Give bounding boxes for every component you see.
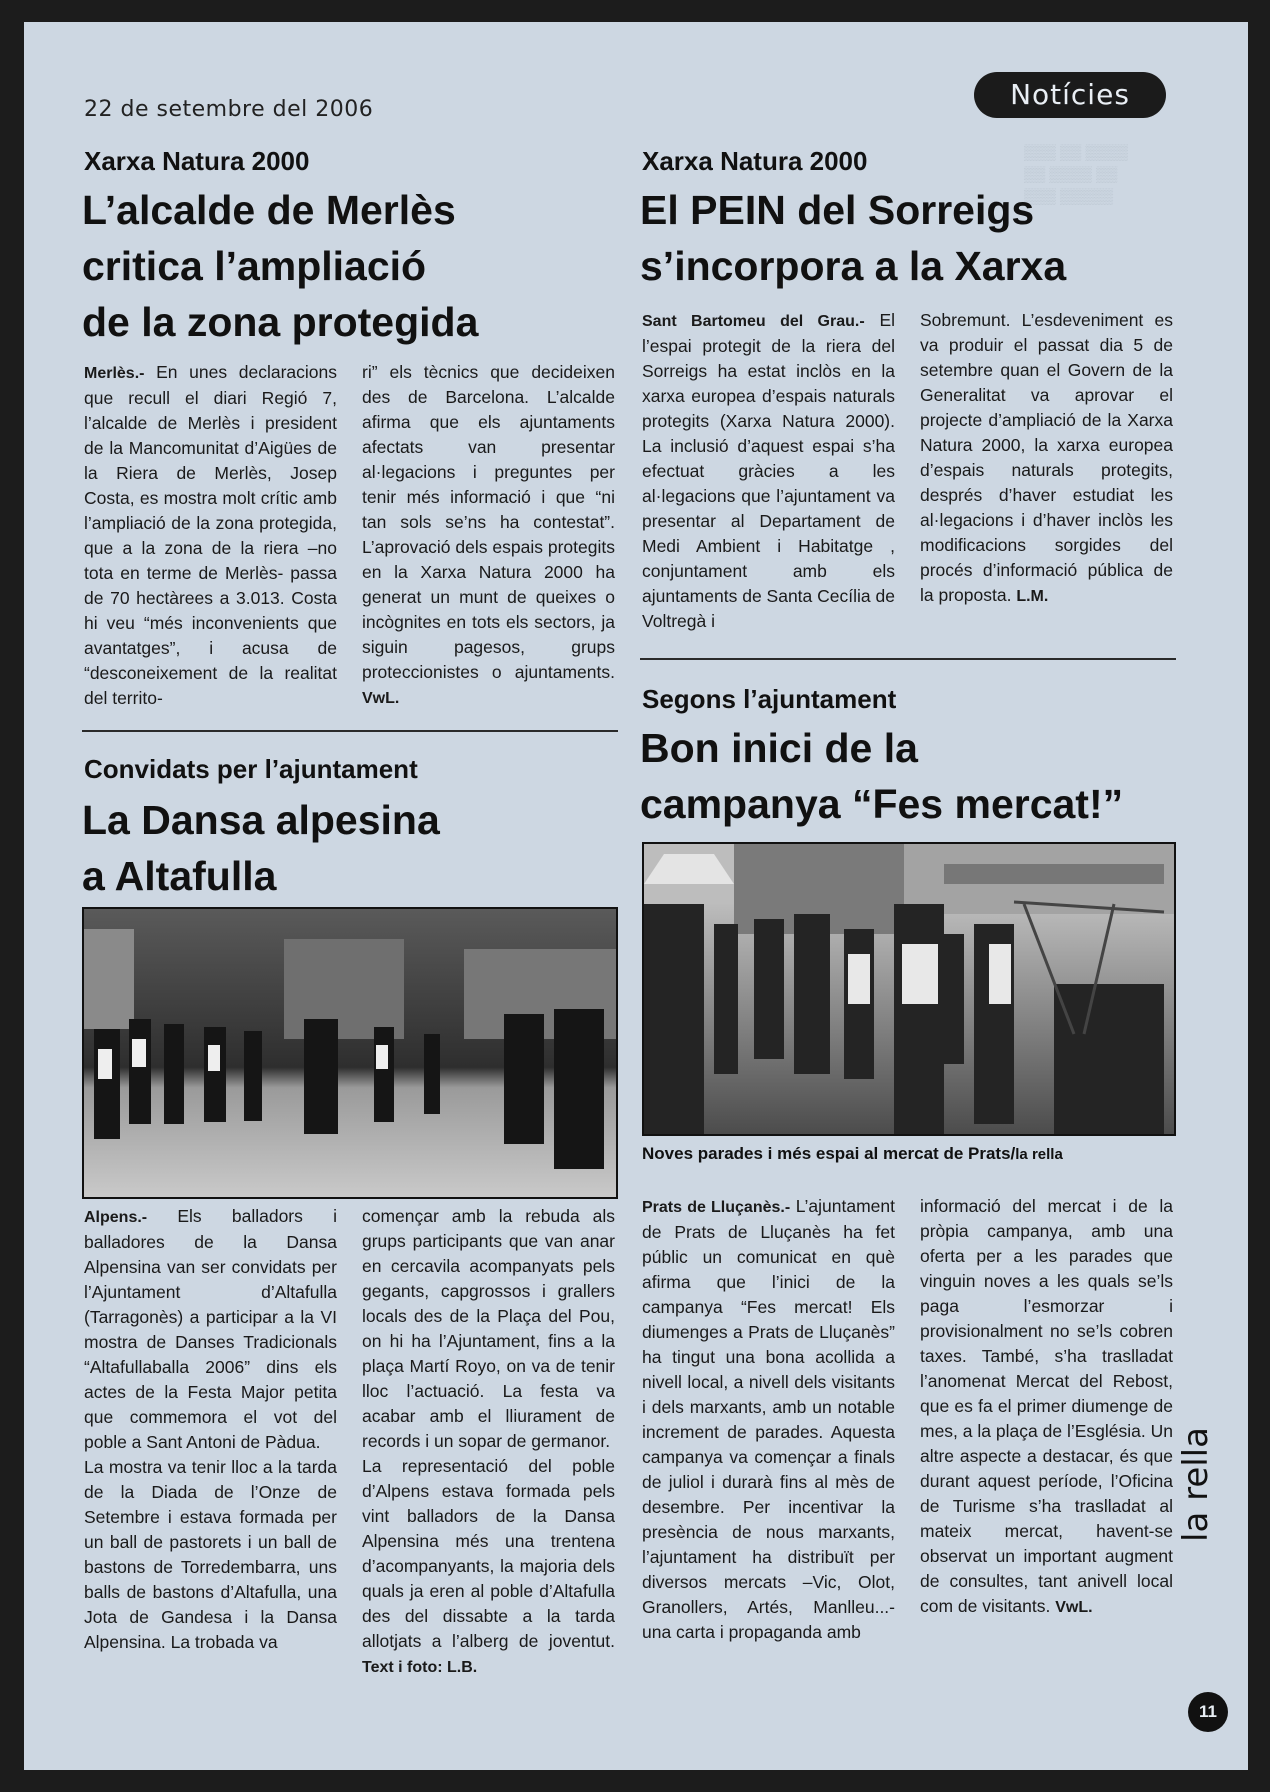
article1-headline <box>82 182 602 350</box>
caption-text: Noves parades i més espai al mercat de Prats/ <box>642 1144 1016 1163</box>
article4-column-1 <box>642 1194 895 1645</box>
publication-brand: la rella <box>1176 1427 1216 1542</box>
article1-column-2 <box>362 360 615 711</box>
caption-brand: la rella <box>1015 1146 1063 1163</box>
article1-column-1 <box>84 360 337 711</box>
article1-body: En unes declaracions que recull el diari Regió 7, l’alcalde de Merlès i president de la Mancomunitat d’Aigües de la Riera de Merlès, Josep Costa, es mostra molt crític amb l’ampliació de la zona protegida, que a la zona de la riera –no tota en terme de Merlès- passa de 70 hectàrees a 3.013. Costa hi veu “més inconvenients que avantatges”, i acusa de “desconeixement de la realitat del territo- <box>84 362 337 708</box>
divider <box>640 658 1176 660</box>
article3-body: La mostra va tenir lloc a la tarda de la Diada de l’Onze de Setembre i estava formada per un ball de pastorets i un ball de bastons de Torredembarra, uns balls de bastons d’Altafulla, una Jota de Gandesa i la Dansa Alpensina. La trobada va <box>84 1457 337 1652</box>
article1-headline-line: de la zona protegida <box>82 299 479 345</box>
article4-headline-line: campanya “Fes mercat!” <box>640 781 1124 827</box>
article3-headline-line: La Dansa alpesina <box>82 797 440 843</box>
article2-body: El l’espai protegit de la riera del Sorreigs ha estat inclòs en la xarxa europea d’espais naturals protegits (Xarxa Natura 2000). La inclusió d’aquest espai s’ha efectuat gràcies a les al·legacions que l’ajuntament va presentar al Departament de Medi Ambient i Habitatge , conjuntament amb els ajuntaments de Santa Cecília de Voltregà i <box>642 310 895 631</box>
article2-headline <box>640 182 1160 294</box>
issue-date: 22 de setembre del 2006 <box>84 97 374 122</box>
article1-headline-line: L’alcalde de Merlès <box>82 187 456 233</box>
article3-column-1 <box>84 1204 337 1655</box>
article2-headline-line: El PEIN del Sorreigs <box>640 187 1035 233</box>
article3-headline-line: a Altafulla <box>82 853 277 899</box>
article1-signature: VwL. <box>362 690 400 707</box>
article4-body: L’ajuntament de Prats de Lluçanès ha fet públic un comunicat en què afirma que l’inici de la campanya “Fes mercat! Els diumenges a Prats de Lluçanès” ha tingut una bona acollida a nivell local, a nivell dels visitants i dels marxants, amb un notable increment de parades. Aquesta campanya va començar a finals de juliol i durarà fins al mès de desembre. Per incentivar la presència de nous marxants, l’ajuntament ha distribuït per diversos mercats –Vic, Olot, Granollers, Artés, Manlleu...- una carta i propaganda amb <box>642 1196 895 1642</box>
article2-headline-line: s’incorpora a la Xarxa <box>640 243 1067 289</box>
article4-headline <box>640 720 1180 832</box>
article3-headline <box>82 792 602 904</box>
newspaper-page <box>24 22 1248 1770</box>
article2-kicker: Xarxa Natura 2000 <box>642 146 868 176</box>
article3-kicker: Convidats per l’ajuntament <box>84 754 418 784</box>
article1-headline-line: critica l’ampliació <box>82 243 427 289</box>
article1-lead: Merlès.- <box>84 365 145 382</box>
market-photo-caption <box>642 1144 1063 1164</box>
article3-body: La representació del poble d’Alpens estava formada pels vint balladors de la Dansa Alpensina més una trentena d’acompanyants, la majoria dels quals ja eren al poble d’Altafulla des del dissabte a la tarda allotjats a l’alberg de joventut. <box>362 1456 615 1651</box>
article2-column-1 <box>642 308 895 634</box>
article4-headline-line: Bon inici de la <box>640 725 918 771</box>
page-number: 11 <box>1188 1692 1228 1732</box>
article3-signature: Text i foto: L.B. <box>362 1659 478 1676</box>
section-badge: Notícies <box>974 72 1166 118</box>
article2-body: Sobremunt. L’esdeveniment es va produir el passat dia 5 de setembre quan el Govern de la Generalitat va aprovar el projecte d’ampliació de la Xarxa Natura 2000, la xarxa europea d’espais naturals protegits, després d’haver estudiat les al·legacions i d’haver inclòs les modificacions sorgides del procés d’informació pública de la proposta. <box>920 310 1173 605</box>
market-photo <box>642 842 1176 1136</box>
article4-column-2 <box>920 1194 1173 1620</box>
article3-body: Els balladors i balladores de la Dansa Alpensina van ser convidats per l’Ajuntament d’Altafulla (Tarragonès) a participar a la VI mostra de Danses Tradicionals “Altafullaballa 2006” dins els actes de la Festa Major petita que commemora el vot del poble a Sant Antoni de Pàdua. <box>84 1206 337 1452</box>
article2-signature: L.M. <box>1016 588 1049 605</box>
dance-photo-image <box>84 909 616 1197</box>
article3-column-2 <box>362 1204 615 1680</box>
article4-lead: Prats de Lluçanès.- <box>642 1199 791 1216</box>
article4-signature: VwL. <box>1055 1599 1093 1616</box>
article4-kicker: Segons l’ajuntament <box>642 684 897 714</box>
divider <box>82 730 618 732</box>
dance-photo <box>82 907 618 1199</box>
article3-lead: Alpens.- <box>84 1209 148 1226</box>
article3-body: començar amb la rebuda als grups participants que van anar en cercavila acompanyats pels gegants, capgrossos i grallers locals des de la Plaça del Pou, on hi ha l’Ajuntament, fins a la plaça Martí Royo, on va de tenir lloc l’actuació. La festa va acabar amb el lliurament de records i un sopar de germanor. <box>362 1206 615 1451</box>
article1-kicker: Xarxa Natura 2000 <box>84 146 310 176</box>
article4-body: informació del mercat i de la pròpia campanya, amb una oferta per a les parades que vinguin noves a les quals se’ls paga l’esmorzar i provisionalment no se’ls cobren taxes. També, s’ha traslladat l’anomenat Mercat del Rebost, que es fa el primer diumenge de mes, a la plaça de l’Església. Un altre aspecte a destacar, és que durant aquest període, l’Oficina de Turisme s’ha traslladat al mateix mercat, havent-se observat un important augment de consultes, tant anivell local com de visitants. <box>920 1196 1173 1616</box>
article2-column-2 <box>920 308 1173 609</box>
bleed-through-texture: ▒▒▒ ▒▒ ▒▒▒▒ ▒▒ ▒▒▒▒ ▒▒ ▒▒▒ ▒▒▒▒▒ <box>1024 144 1128 205</box>
article1-body: ri” els tècnics que decideixen des de Barcelona. L’alcalde afirma que els ajuntaments afectats van presentar al·legacions i preguntes per tenir més informació i que “ni tan sols se’ns ha contestat”. L’aprovació dels espais protegits en la Xarxa Natura 2000 ha generat un munt de queixes o incògnites en tots els sectors, ja siguin pagesos, grups proteccionistes o ajuntaments. <box>362 362 615 682</box>
article2-lead: Sant Bartomeu del Grau.- <box>642 313 865 330</box>
market-photo-image <box>644 844 1174 1134</box>
